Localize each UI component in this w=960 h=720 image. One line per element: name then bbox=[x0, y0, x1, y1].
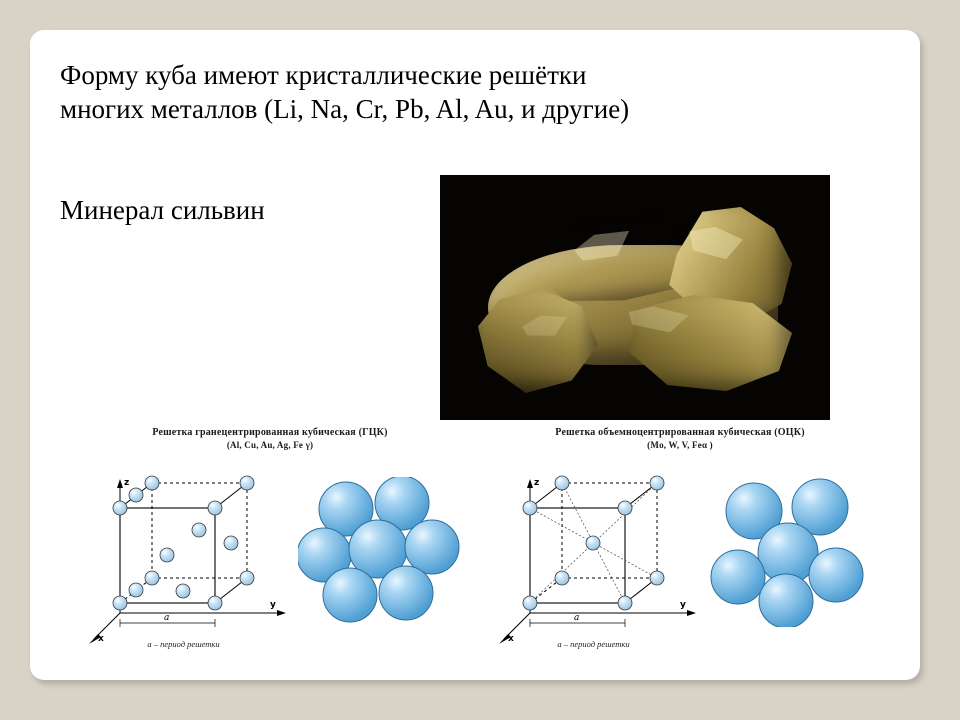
diagram-bcc bbox=[480, 425, 880, 660]
lattice-diagrams bbox=[70, 425, 880, 660]
subtitle-text: Минерал сильвин bbox=[60, 195, 265, 225]
svg-text:a: a bbox=[164, 613, 170, 623]
diagram-fcc-footnote: a – период решетки bbox=[147, 639, 220, 649]
diagram-bcc-atom-packing bbox=[708, 477, 876, 627]
svg-text:y: y bbox=[680, 600, 686, 610]
diagram-bcc-caption-line1: Решетка объемноцентрированная кубическая (ОЦК) bbox=[555, 427, 805, 438]
mineral-photo bbox=[440, 175, 830, 420]
svg-text:y: y bbox=[270, 600, 276, 610]
page-title bbox=[60, 58, 910, 126]
diagram-fcc-caption-line1: Решетка гранецентрированная кубическая (ГЦК) bbox=[152, 427, 388, 438]
mineral-crystal-illustration bbox=[478, 197, 790, 402]
svg-text:x: x bbox=[508, 634, 514, 644]
diagram-bcc-caption-line2: (Mo, W, V, Feα ) bbox=[647, 440, 713, 450]
diagram-fcc-atom-packing bbox=[298, 477, 466, 627]
svg-text:x: x bbox=[98, 634, 104, 644]
svg-text:z: z bbox=[124, 478, 130, 488]
diagram-bcc-cube bbox=[490, 463, 705, 648]
svg-text:a: a bbox=[574, 613, 580, 623]
title-line-2: многих металлов (Li, Na, Cr, Pb, Al, Au, и другие) bbox=[60, 94, 630, 124]
diagram-bcc-footnote: a – период решетки bbox=[557, 639, 630, 649]
diagram-fcc-cube bbox=[80, 463, 295, 648]
title-line-1: Форму куба имеют кристаллические решётки bbox=[60, 60, 587, 90]
diagram-fcc-caption-line2: (Al, Cu, Au, Ag, Fe γ) bbox=[226, 440, 314, 450]
svg-text:z: z bbox=[534, 478, 540, 488]
slide bbox=[30, 30, 920, 680]
diagram-fcc bbox=[70, 425, 470, 660]
